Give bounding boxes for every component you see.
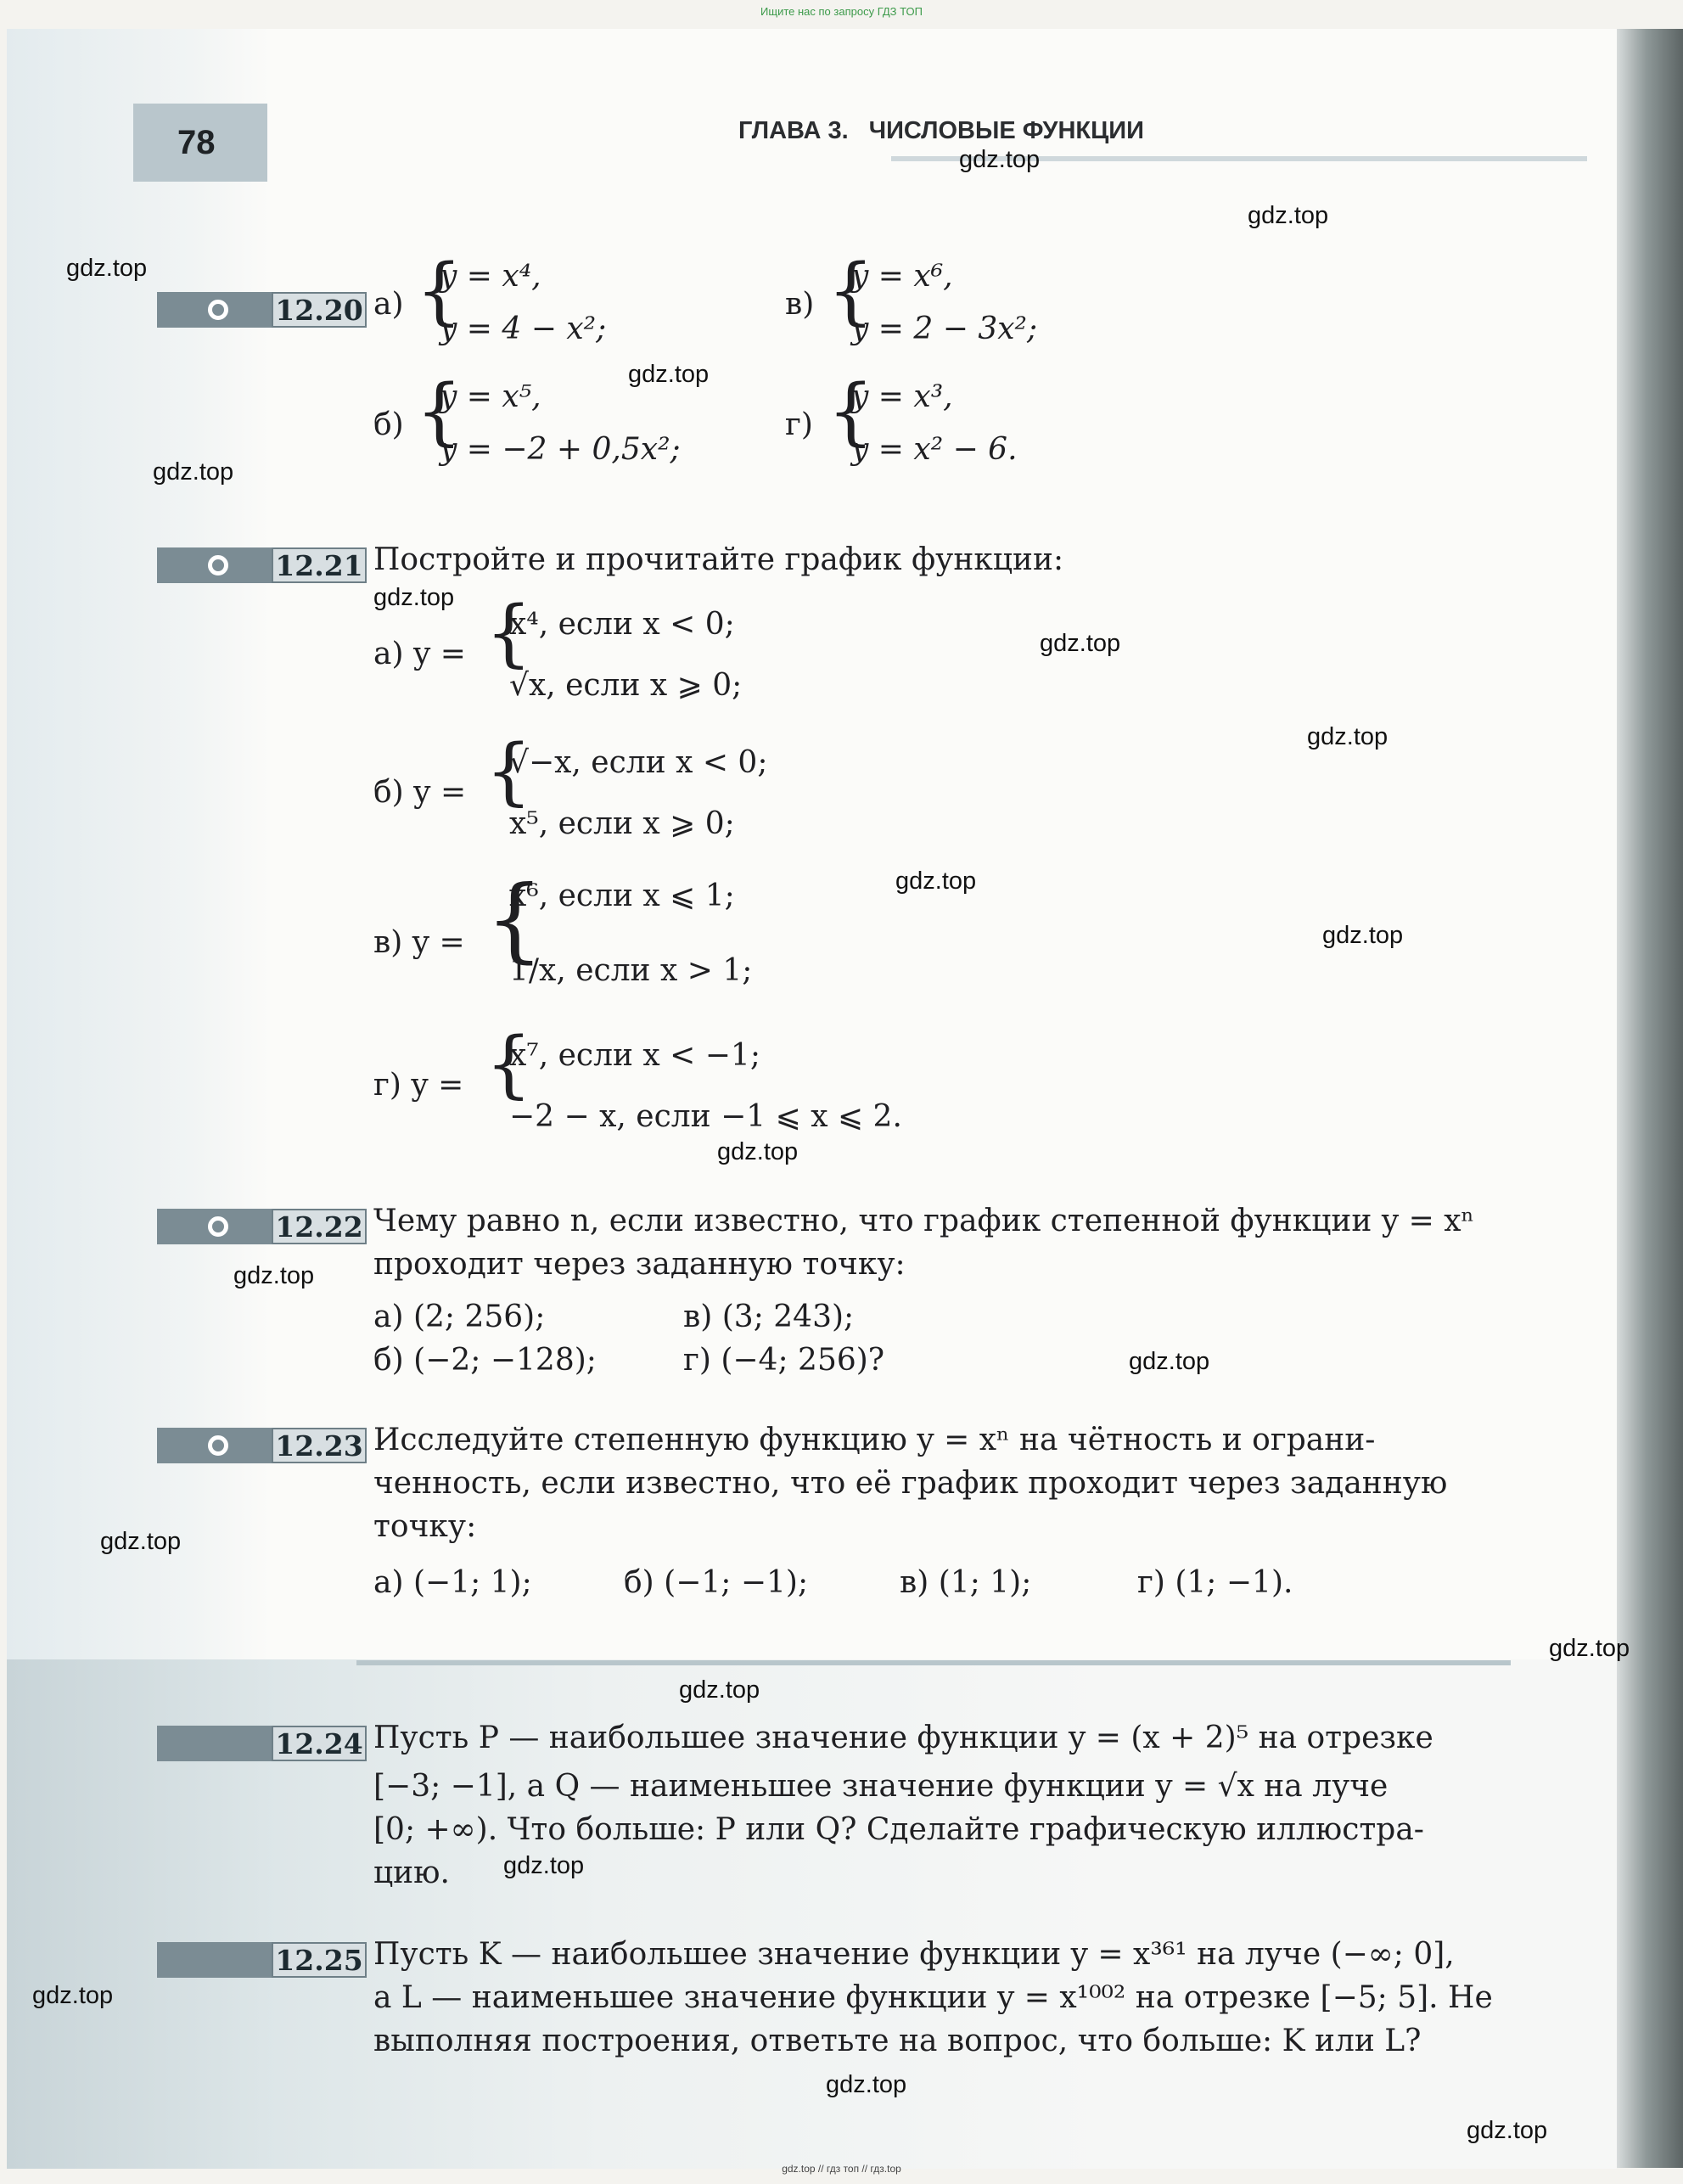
problem-text: Постройте и прочитайте график функции: <box>373 542 1064 577</box>
problem-number: 12.20 <box>272 292 367 328</box>
item-label: в) y = <box>373 925 465 960</box>
watermark: gdz.top <box>32 1982 114 2009</box>
problem-text: [−3; −1], а Q — наименьшее значение функции y = √x на луче <box>373 1769 1388 1804</box>
left-brace: { <box>827 369 874 454</box>
watermark: gdz.top <box>717 1138 799 1165</box>
answer-option: а) (2; 256); <box>373 1300 546 1334</box>
problem-text: Чему равно n, если известно, что график степенной функции y = xⁿ <box>373 1204 1475 1238</box>
watermark: gdz.top <box>100 1528 182 1555</box>
piecewise-case: 1/x, если x > 1; <box>509 953 753 988</box>
item-label: г) y = <box>373 1068 464 1103</box>
left-brace: { <box>416 369 463 454</box>
answer-option: в) (3; 243); <box>683 1300 855 1334</box>
answer-option: г) (−4; 256)? <box>683 1343 885 1378</box>
problem-number: 12.23 <box>272 1428 367 1463</box>
answer-option: а) (−1; 1); <box>373 1565 532 1600</box>
watermark: gdz.top <box>826 2071 907 2098</box>
left-brace: { <box>485 1022 532 1107</box>
watermark: gdz.top <box>1129 1348 1210 1375</box>
watermark: gdz.top <box>1307 723 1388 750</box>
watermark: gdz.top <box>233 1262 315 1289</box>
answer-option: б) (−1; −1); <box>624 1565 809 1600</box>
problem-number: 12.22 <box>272 1209 367 1244</box>
left-brace: { <box>827 249 874 334</box>
watermark: gdz.top <box>895 867 977 895</box>
problem-text: проходит через заданную точку: <box>373 1247 906 1282</box>
page-number: 78 <box>133 104 267 182</box>
answer-option: в) (1; 1); <box>900 1565 1032 1600</box>
problem-text: выполняя построения, ответьте на вопрос, что больше: K или L? <box>373 2024 1422 2058</box>
watermark: gdz.top <box>153 458 234 486</box>
watermark: gdz.top <box>1040 630 1121 657</box>
watermark: gdz.top <box>1322 922 1404 949</box>
circle-icon <box>208 300 228 320</box>
system-eq: y = x³, <box>851 379 953 414</box>
left-brace: { <box>485 591 532 676</box>
watermark: gdz.top <box>373 584 455 611</box>
problem-text: а L — наименьшее значение функции y = x¹⁰⁰² на отрезке [−5; 5]. Не <box>373 1980 1493 2015</box>
item-label: б) <box>373 407 404 442</box>
piecewise-case: x⁵, если x ⩾ 0; <box>509 806 735 841</box>
piecewise-case: x⁷, если x < −1; <box>509 1038 760 1073</box>
problem-number: 12.25 <box>272 1942 367 1978</box>
watermark: gdz.top <box>628 361 710 388</box>
system-eq: y = 2 − 3x²; <box>851 312 1038 346</box>
system-eq: y = x⁶, <box>851 259 953 294</box>
circle-icon <box>208 1435 228 1456</box>
piecewise-case: √−x, если x < 0; <box>509 745 768 780</box>
item-label: б) y = <box>373 775 467 810</box>
problem-text: Пусть P — наибольшее значение функции y = (x + 2)⁵ на отрезке <box>373 1721 1433 1755</box>
watermark: gdz.top <box>959 146 1041 173</box>
piecewise-case: √x, если x ⩾ 0; <box>509 668 743 703</box>
problem-number: 12.21 <box>272 547 367 583</box>
answer-option: б) (−2; −128); <box>373 1343 597 1378</box>
watermark: gdz.top <box>503 1852 585 1879</box>
piecewise-case: −2 − x, если −1 ⩽ x ⩽ 2. <box>509 1099 902 1134</box>
left-brace: { <box>485 729 532 814</box>
system-eq: y = 4 − x²; <box>440 312 607 346</box>
system-eq: y = x² − 6. <box>851 432 1018 467</box>
circle-icon <box>208 555 228 575</box>
section-divider <box>356 1660 1511 1665</box>
watermark: gdz.top <box>1549 1635 1630 1662</box>
left-brace: { <box>416 249 463 334</box>
system-eq: y = −2 + 0,5x²; <box>440 432 681 467</box>
chapter-label: ГЛАВА 3. <box>738 117 849 144</box>
watermark: gdz.top <box>66 255 148 282</box>
left-brace: { <box>485 867 544 973</box>
watermark: gdz.top <box>679 1676 760 1704</box>
system-eq: y = x⁴, <box>440 259 541 294</box>
answer-option: г) (1; −1). <box>1137 1565 1293 1600</box>
bottom-note: gdz.top // гдз топ // гдз.top <box>782 2163 901 2175</box>
watermark: gdz.top <box>1248 202 1329 229</box>
problem-text: [0; +∞). Что больше: P или Q? Сделайте графическую иллюстра- <box>373 1812 1424 1847</box>
problem-text: точку: <box>373 1509 477 1544</box>
problem-text: Пусть K — наибольшее значение функции y = x³⁶¹ на луче (−∞; 0], <box>373 1937 1455 1972</box>
problem-text: цию. <box>373 1856 450 1890</box>
watermark: gdz.top <box>1467 2117 1548 2144</box>
item-label: а) y = <box>373 637 466 671</box>
top-note: Ищите нас по запросу ГДЗ ТОП <box>760 5 923 18</box>
item-label: в) <box>785 287 815 322</box>
chapter-header <box>738 117 1144 145</box>
item-label: г) <box>785 407 813 442</box>
problem-text: ченность, если известно, что её график проходит через заданную <box>373 1466 1448 1501</box>
problem-number: 12.24 <box>272 1726 367 1761</box>
problem-text: Исследуйте степенную функцию y = xⁿ на чётность и ограни- <box>373 1423 1376 1457</box>
piecewise-case: x⁴, если x < 0; <box>509 607 735 642</box>
book-spine-shadow <box>1617 29 1683 2168</box>
item-label: а) <box>373 287 404 322</box>
chapter-title: ЧИСЛОВЫЕ ФУНКЦИИ <box>868 117 1144 144</box>
circle-icon <box>208 1216 228 1237</box>
system-eq: y = x⁵, <box>440 379 541 414</box>
piecewise-case: x⁶, если x ⩽ 1; <box>509 879 735 913</box>
